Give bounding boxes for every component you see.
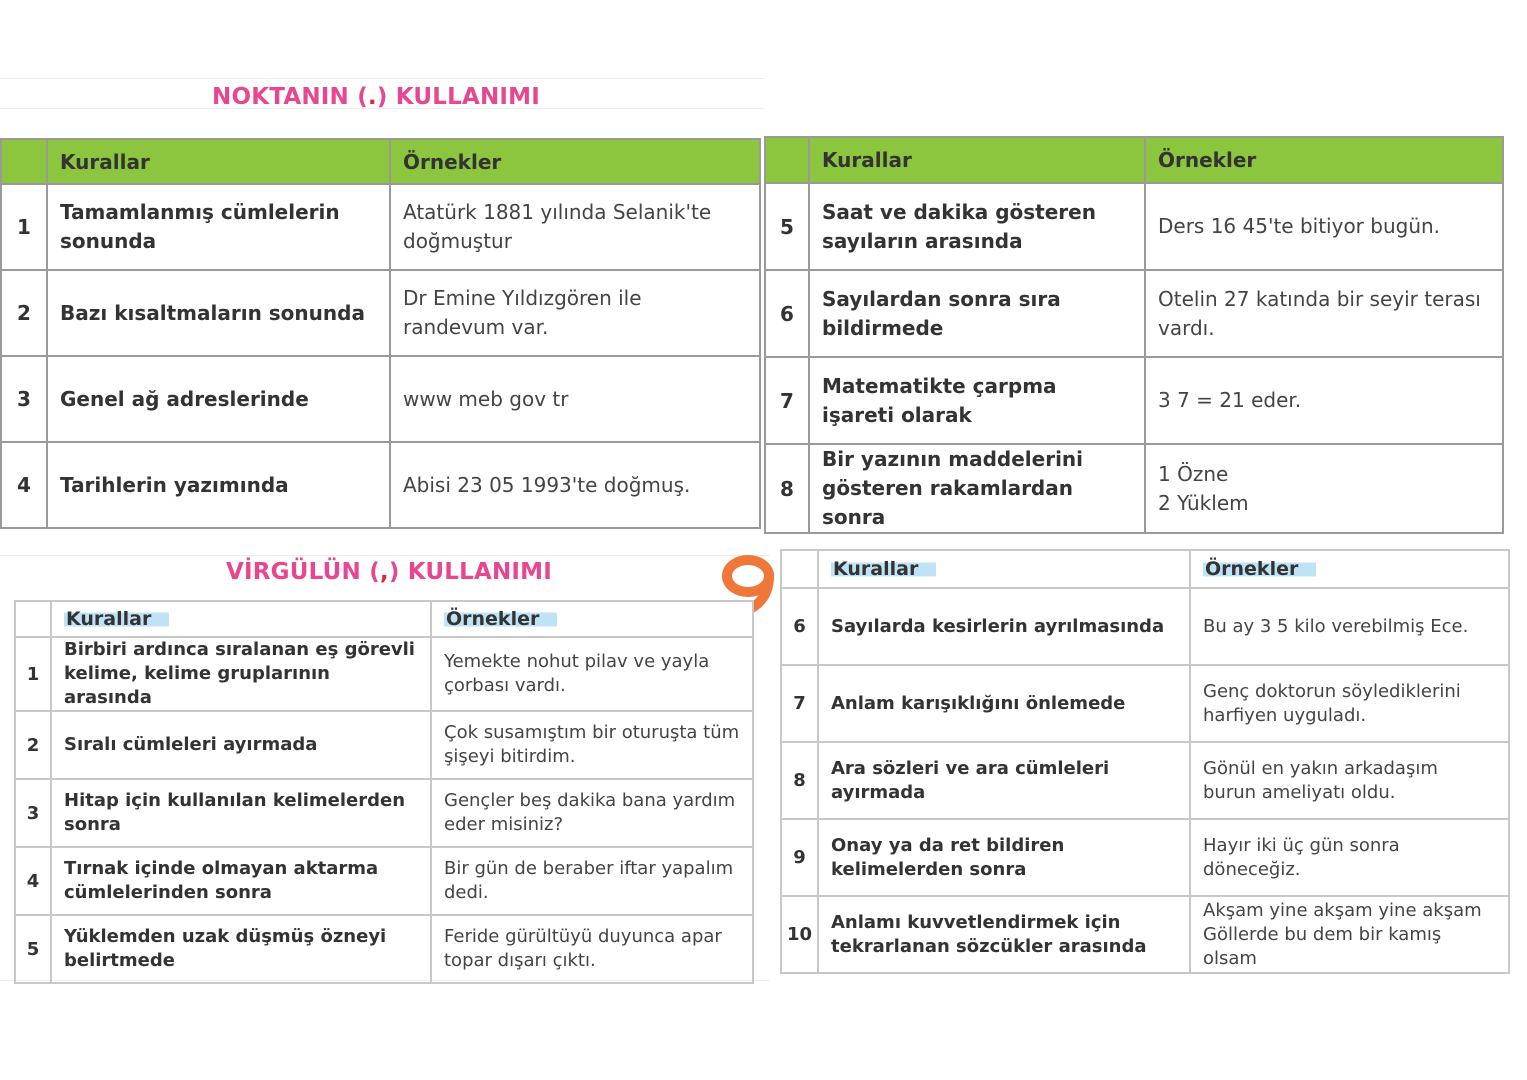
table-row	[1, 356, 760, 442]
header-rules: Kurallar	[809, 137, 1145, 183]
example-cell: Gençler beş dakika bana yardım eder misiniz?	[431, 779, 753, 847]
example-cell: Abisi 23 05 1993'te doğmuş.	[390, 442, 760, 528]
noktanin-title: NOKTANIN (.) KULLANIMI	[212, 84, 541, 110]
header-rules: Kurallar	[818, 550, 1190, 588]
row-number: 4	[15, 847, 51, 915]
virgul-table-right	[780, 549, 1510, 974]
table-row	[15, 915, 753, 983]
rule-cell: Tırnak içinde olmayan aktarma cümlelerinden sonra	[51, 847, 431, 915]
table-row	[15, 779, 753, 847]
rule-cell: Birbiri ardınca sıralanan eş görevli kelime, kelime gruplarının arasında	[51, 637, 431, 711]
rule-cell: Anlamı kuvvetlendirmek için tekrarlanan sözcükler arasında	[818, 896, 1190, 973]
table-row	[781, 742, 1509, 819]
row-number: 9	[781, 819, 818, 896]
row-number: 3	[1, 356, 47, 442]
header-examples: Örnekler	[1145, 137, 1503, 183]
row-number: 8	[765, 444, 809, 533]
header-number-cell	[15, 601, 51, 637]
example-cell: www meb gov tr	[390, 356, 760, 442]
example-cell: Ders 16 45'te bitiyor bugün.	[1145, 183, 1503, 270]
rule-cell: Saat ve dakika gösteren sayıların arasında	[809, 183, 1145, 270]
header-examples: Örnekler	[1190, 550, 1509, 588]
example-cell: Otelin 27 katında bir seyir terası vardı.	[1145, 270, 1503, 357]
example-cell: Yemekte nohut pilav ve yayla çorbası vardı.	[431, 637, 753, 711]
row-number: 5	[15, 915, 51, 983]
notebook-line	[0, 555, 770, 556]
table-header-row	[781, 550, 1509, 588]
row-number: 1	[1, 184, 47, 270]
table-header-row	[765, 137, 1503, 183]
row-number: 6	[781, 588, 818, 665]
example-cell: Hayır iki üç gün sonra döneceğiz.	[1190, 819, 1509, 896]
header-number-cell	[1, 139, 47, 184]
example-cell: Genç doktorun söylediklerini harfiyen uyguladı.	[1190, 665, 1509, 742]
page-number-text: 9	[700, 552, 701, 553]
table-row	[1, 270, 760, 356]
header-examples: Örnekler	[390, 139, 760, 184]
header-rules: Kurallar	[51, 601, 431, 637]
table-row	[1, 442, 760, 528]
row-number: 10	[781, 896, 818, 973]
row-number: 8	[781, 742, 818, 819]
virgul-table-left	[14, 600, 754, 984]
nokta-table-right	[764, 136, 1504, 534]
row-number: 4	[1, 442, 47, 528]
example-line: 1 Özne	[1158, 461, 1229, 486]
notebook-line	[0, 78, 765, 79]
row-number: 3	[15, 779, 51, 847]
example-cell	[1190, 896, 1509, 973]
virgulun-title: VİRGÜLÜN (,) KULLANIMI	[226, 559, 553, 585]
example-cell	[1145, 444, 1503, 533]
rule-cell: Tamamlanmış cümlelerin sonunda	[47, 184, 390, 270]
row-number: 7	[765, 357, 809, 444]
table-row	[765, 357, 1503, 444]
rule-cell: Ara sözleri ve ara cümleleri ayırmada	[818, 742, 1190, 819]
header-number-cell	[765, 137, 809, 183]
example-cell: Gönül en yakın arkadaşım burun ameliyatı oldu.	[1190, 742, 1509, 819]
table-row	[15, 711, 753, 779]
example-cell: 3 7 = 21 eder.	[1145, 357, 1503, 444]
rule-cell: Genel ağ adreslerinde	[47, 356, 390, 442]
header-rules: Kurallar	[47, 139, 390, 184]
example-line: Akşam yine akşam yine akşam	[1203, 899, 1482, 921]
table-row	[765, 444, 1503, 533]
example-line: Göllerde bu dem bir kamış olsam	[1203, 923, 1442, 969]
rule-cell: Sayılarda kesirlerin ayrılmasında	[818, 588, 1190, 665]
row-number: 6	[765, 270, 809, 357]
row-number: 2	[1, 270, 47, 356]
example-cell: Feride gürültüyü duyunca apar topar dışarı çıktı.	[431, 915, 753, 983]
table-row	[781, 896, 1509, 973]
rule-cell: Anlam karışıklığını önlemede	[818, 665, 1190, 742]
row-number: 7	[781, 665, 818, 742]
example-cell: Dr Emine Yıldızgören ile randevum var.	[390, 270, 760, 356]
table-row	[15, 847, 753, 915]
table-row	[765, 270, 1503, 357]
table-row	[781, 665, 1509, 742]
table-header-row	[15, 601, 753, 637]
example-cell: Atatürk 1881 yılında Selanik'te doğmuştur	[390, 184, 760, 270]
rule-cell: Tarihlerin yazımında	[47, 442, 390, 528]
example-cell: Çok susamıştım bir oturuşta tüm şişeyi bitirdim.	[431, 711, 753, 779]
nokta-table-left	[0, 138, 761, 529]
header-number-cell	[781, 550, 818, 588]
table-row	[781, 819, 1509, 896]
example-line: 2 Yüklem	[1158, 490, 1249, 515]
rule-cell: Matematikte çarpma işareti olarak	[809, 357, 1145, 444]
row-number: 5	[765, 183, 809, 270]
example-cell: Bu ay 3 5 kilo verebilmiş Ece.	[1190, 588, 1509, 665]
header-examples: Örnekler	[431, 601, 753, 637]
table-row	[15, 637, 753, 711]
rule-cell: Bazı kısaltmaların sonunda	[47, 270, 390, 356]
rule-cell: Bir yazının maddelerini gösteren rakamlardan sonra	[809, 444, 1145, 533]
row-number: 2	[15, 711, 51, 779]
table-row	[765, 183, 1503, 270]
rule-cell: Hitap için kullanılan kelimelerden sonra	[51, 779, 431, 847]
row-number: 1	[15, 637, 51, 711]
rule-cell: Sıralı cümleleri ayırmada	[51, 711, 431, 779]
rule-cell: Yüklemden uzak düşmüş özneyi belirtmede	[51, 915, 431, 983]
table-row	[781, 588, 1509, 665]
rule-cell: Sayılardan sonra sıra bildirmede	[809, 270, 1145, 357]
table-row	[1, 184, 760, 270]
table-header-row	[1, 139, 760, 184]
rule-cell: Onay ya da ret bildiren kelimelerden sonra	[818, 819, 1190, 896]
example-cell: Bir gün de beraber iftar yapalım dedi.	[431, 847, 753, 915]
